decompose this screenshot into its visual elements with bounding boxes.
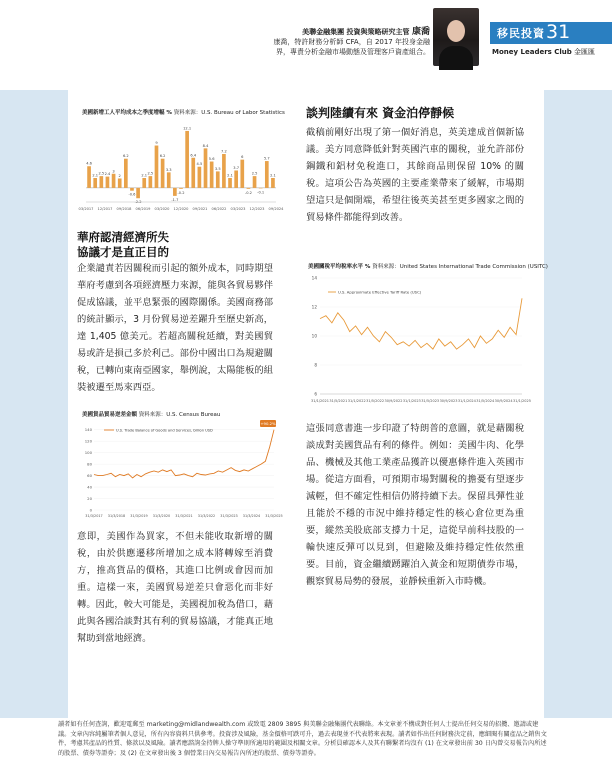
- chart3-x-tick-label: 31/1/2022: [347, 399, 366, 403]
- author-name: 康喬: [411, 27, 430, 37]
- chart1-data-label: -0.2: [177, 190, 185, 195]
- club-name: Money Leaders Club: [492, 48, 572, 56]
- chart1-data-label: 6.4: [190, 153, 197, 158]
- author-photo: [433, 8, 479, 66]
- chart2-y-tick-label: 40: [87, 484, 92, 490]
- chart3-x-tick-label: 31/1/2025: [513, 399, 531, 403]
- chart1-data-label: -0.6: [128, 192, 136, 197]
- chart1-data-label: 3: [112, 169, 115, 174]
- chart1-data-label: 12.1: [183, 126, 192, 131]
- chart3-x-tick-label: 31/5/2021: [329, 399, 348, 403]
- chart2-source: 資料來源：U.S. Census Bureau: [138, 412, 221, 418]
- author-body-shape: [439, 46, 473, 70]
- author-header: [240, 27, 430, 57]
- chart2-x-tick-label: 31/3/2023: [220, 514, 238, 518]
- chart2-x-tick-label: 31/3/2024: [242, 514, 261, 518]
- author-title: 美聯金融集團 投資與策略研究主管: [302, 28, 410, 36]
- chart-labor-cost: [78, 108, 285, 220]
- chart1-x-tick-label: 03/2020: [154, 207, 170, 211]
- chart3-x-tick-label: 31/5/2022: [366, 399, 385, 403]
- chart1-x-tick-label: 12/2023: [249, 207, 265, 211]
- chart2-y-tick-label: 120: [84, 438, 92, 444]
- author-face-shape: [447, 20, 465, 42]
- chart2-series-line: [94, 430, 274, 478]
- chart3-series-line: [320, 298, 522, 349]
- chart1-bar: [234, 170, 238, 187]
- chart1-data-label: 9: [155, 141, 158, 146]
- chart3-legend-label: U.S. Approximate Effective Tariff Rate (USC): [338, 289, 422, 295]
- chart1-bar: [149, 176, 153, 188]
- chart1-bar: [210, 162, 214, 188]
- disclaimer-footer: 讀者如有任何查詢，歡迎電郵至 marketing@midlandwealth.com 或致電 2809 3895 與美聯金融集團代表聯絡。本文章並不構成對任何人士提出任何交易的招攬、邀請或建議。文章內容純屬筆者個人意見，所有內容資料只供參考。投資涉及風險，基金價格可跌可升，過去表現並不代表將來表現。讀者如作出任何財務決定前，應細閱有關產品之銷售文件，考慮其產品的性質、條款以及風險。讀者應諮詢金持牌人操守準則所適用的範圍及相關文章。分析員確認本人及其有聯繫者均沒有 (1) 在文章發出前 30 日內曾交易報告內所述的股票、債券等證券；及 (2) 在文章發出後 3 個營業日內交易報告內所述的股票、債券等證券。: [58, 721, 547, 757]
- chart1-bar: [161, 159, 165, 188]
- chart2-y-tick-label: 20: [87, 495, 92, 501]
- chart1-bar: [228, 178, 232, 188]
- chart2-y-tick-label: 100: [84, 449, 92, 455]
- right-paragraph-1: 截稿前剛好出現了第一個好消息，英美達成首個新協議。美方同意降低針對英國汽車的關稅，並允許部份鋼鐵和鋁材免稅進口，其餘商品則保留 10% 的關稅。這項公告為英國的主要產業帶來了緩解，市場期望這只是個開端，希望往後英美甚至更多國家之間的貿易條件都能得到改善。: [306, 127, 524, 223]
- chart1-bar: [106, 177, 110, 188]
- chart1-data-label: 2.1: [270, 173, 276, 178]
- chart2-y-tick-label: 140: [84, 427, 92, 433]
- chart3-x-tick-label: 30/9/2024: [494, 399, 513, 403]
- chart1-bar: [130, 188, 134, 191]
- chart2-x-tick-label: 31/3/2017: [85, 514, 103, 518]
- chart2-x-tick-label: 31/3/2022: [197, 514, 216, 518]
- chart1-bar: [124, 159, 128, 188]
- chart2-x-tick-label: 31/3/2025: [265, 514, 283, 518]
- chart1-x-tick-label: 09/2024: [268, 207, 284, 211]
- page-number: 31: [546, 21, 571, 43]
- chart1-bar: [142, 178, 146, 188]
- chart1-data-label: 8.4: [202, 143, 209, 148]
- chart1-bar: [185, 131, 189, 188]
- chart1-x-tick-label: 12/2017: [97, 207, 113, 211]
- chart1-data-label: -0.1: [257, 190, 265, 195]
- chart3-x-tick-label: 30/9/2023: [439, 399, 458, 403]
- chart1-data-label: 5.6: [208, 157, 215, 162]
- chart1-x-tick-label: 12/2020: [173, 207, 189, 211]
- chart2-y-tick-label: 60: [87, 472, 92, 478]
- chart1-bar: [173, 188, 177, 196]
- chart1-data-label: -1.7: [171, 197, 179, 202]
- chart3-title-row: [308, 262, 548, 270]
- chart1-bar: [204, 148, 208, 188]
- section-label: 移民投資: [497, 27, 545, 40]
- chart1-data-label: 6: [241, 155, 244, 160]
- chart1-x-tick-label: 06/2019: [135, 207, 151, 211]
- chart3-x-tick-label: 31/1/2021: [311, 399, 329, 403]
- chart1-bar: [271, 178, 275, 188]
- chart2-svg: [80, 418, 283, 522]
- right-headline: 談判陸續有來 資金泊停靜候: [306, 106, 455, 120]
- chart3-y-tick-label: 14: [311, 275, 317, 281]
- chart1-data-label: 3.5: [214, 166, 221, 171]
- chart1-data-label: 2.1: [227, 173, 233, 178]
- author-bio-line2: 界，專責分析金融市場動態及管理客戶資產組合。: [276, 48, 430, 56]
- chart2-x-tick-label: 31/3/2020: [152, 514, 171, 518]
- chart1-bar: [136, 188, 140, 198]
- chart1-data-label: -2.2: [134, 200, 142, 205]
- chart1-x-tick-label: 09/2021: [192, 207, 208, 211]
- chart1-data-label: 5.7: [263, 156, 270, 161]
- chart-trade-deficit: [80, 410, 283, 522]
- chart1-bar: [155, 146, 159, 188]
- chart1-data-label: 2: [118, 173, 121, 178]
- chart1-data-label: 4.6: [86, 161, 92, 166]
- chart1-data-label: 7.2: [221, 149, 227, 154]
- chart1-data-label: 4.5: [196, 162, 203, 167]
- chart1-bar: [179, 188, 183, 189]
- author-title-line: [240, 27, 430, 37]
- chart1-data-label: 2.4: [104, 172, 111, 177]
- chart1-bar: [222, 154, 226, 188]
- chart3-y-tick-label: 10: [311, 333, 317, 339]
- section-badge: [490, 22, 612, 44]
- left-headline-line1: 華府認清經濟所失: [77, 230, 169, 244]
- chart2-y-tick-label: 0: [89, 507, 92, 513]
- right-margin-band: [544, 90, 612, 718]
- chart1-bar: [118, 178, 122, 187]
- chart1-bar: [265, 161, 269, 188]
- chart3-x-tick-label: 31/5/2024: [476, 399, 495, 403]
- chart1-bar: [93, 178, 97, 188]
- chart2-y-tick-label: 80: [87, 461, 92, 467]
- chart2-x-tick-label: 31/3/2019: [130, 514, 148, 518]
- chart2-x-tick-label: 31/3/2021: [175, 514, 193, 518]
- club-label: [492, 47, 595, 57]
- chart1-data-label: 3.3: [165, 167, 172, 172]
- chart1-data-label: 2.5: [147, 171, 154, 176]
- chart3-x-tick-label: 30/9/2022: [384, 399, 403, 403]
- chart1-x-tick-label: 09/2018: [116, 207, 132, 211]
- chart3-x-tick-label: 31/1/2024: [457, 399, 476, 403]
- chart3-y-tick-label: 12: [311, 304, 317, 310]
- chart3-x-tick-label: 31/5/2023: [421, 399, 440, 403]
- left-margin-band: [0, 90, 68, 718]
- chart1-x-tick-label: 03/2017: [78, 207, 94, 211]
- right-paragraph-2: 這張同意書進一步印證了特朗普的意圖，就是藉關稅談成對美國貨品有利的條件。例如：美國牛肉、化學品、機械及其他工業產品獲許以優惠條件進入英國市場。從這方面看，可預期市場對關稅的擔憂有望逐步減輕，但不確定性相信仍將持續下去。保留具彈性並且能於不穩的市況中維持穩定性的核心倉位更為重要，縱然美股底部支撐力十足，這從早前科技股的一輪快速反彈可以見到，但避險及維持穩定性依然重要。目前，資金繼續踴躍泊入黃金和短期債券市場，觀察貿易局勢的發展，並靜候重新入市時機。: [306, 423, 524, 587]
- chart1-data-label: 2.5: [98, 171, 105, 176]
- chart1-svg: [78, 116, 284, 220]
- chart1-data-label: 6.2: [159, 154, 166, 159]
- chart1-data-label: 2.1: [141, 173, 148, 178]
- chart1-data-label: 6.2: [122, 154, 129, 159]
- chart1-data-label: -0.2: [244, 190, 252, 195]
- chart1-bar: [112, 174, 116, 188]
- left-paragraph-2: 意即，美國作為買家，不但未能收取新增的關稅，由於供應遷移所增加之成本將轉嫁至消費方，推高貨品的價格，其進口比例或會因而加重。這樣一來，美國貿易逆差只會惡化而非好轉。因此，較大可能是，美國視加稅為借口，藉此與各國洽談對其有利的貿易協議，才能真正地幫助到當地經濟。: [77, 531, 273, 644]
- chart1-bar: [259, 188, 263, 189]
- chart-tariff-rate: [306, 262, 548, 412]
- chart1-bar: [167, 172, 171, 188]
- chart3-x-tick-label: 31/1/2023: [402, 399, 421, 403]
- chart2-x-tick-label: 31/3/2018: [107, 514, 126, 518]
- chart1-bar: [99, 176, 103, 188]
- chart1-bar: [216, 171, 220, 187]
- chart1-data-label: 3.7: [233, 165, 240, 170]
- chart1-title: 美國新增工人平均成本之季度增幅 %: [82, 110, 172, 116]
- chart2-annotation: +90.2%: [260, 420, 276, 426]
- chart3-y-tick-label: 6: [314, 391, 317, 397]
- chart1-x-tick-label: 06/2022: [211, 207, 227, 211]
- chart3-svg: [306, 270, 531, 410]
- chart1-bar: [191, 158, 195, 188]
- chart1-bar: [240, 160, 244, 188]
- left-paragraph-1: 企業譴責若因關稅而引起的額外成本，同時期望華府考慮到各項經濟壓力來源，能與各貿易夥伴促成協議，並平息緊張的國際關係。美國商務部的統計顯示，3 月份貿易逆差躍升至歷史新高，達 1,405 億美元。若超高關稅延續，對美國貿易或許是損己多於利己。部份中國出口為規避關稅，已轉向東南亞國家，舉例說，太陽能板的組裝被遷至馬來西亞。: [77, 263, 273, 393]
- chart1-source: 資料來源：U.S. Bureau of Labor Statistics: [173, 110, 285, 116]
- chart1-data-label: 2.1: [92, 173, 99, 178]
- chart1-bar: [198, 167, 202, 188]
- chart2-legend-label: U.S. Trade Balance of Goods and Services, billion USD: [116, 428, 213, 433]
- left-headline: [77, 230, 277, 260]
- chart1-bar: [253, 176, 257, 188]
- chart3-y-tick-label: 8: [314, 362, 317, 368]
- chart1-bar: [87, 166, 91, 188]
- chart2-title: 美國貨品貿易逆差金額: [82, 412, 138, 418]
- chart3-title: 美國關稅平均稅率水平 %: [308, 264, 371, 270]
- chart1-title-row: [82, 108, 285, 116]
- chart3-source: 資料來源：United States International Trade Commission (USITC): [372, 264, 548, 270]
- chart1-data-label: 2.5: [251, 171, 258, 176]
- left-headline-line2: 協議才是直正目的: [77, 245, 169, 259]
- club-cn: 金匯匯: [574, 48, 596, 56]
- chart1-x-tick-label: 03/2023: [230, 207, 246, 211]
- author-bio-line1: 康喬，特許財務分析師 CFA，自 2017 年投身金融: [273, 38, 430, 46]
- chart1-bar: [247, 188, 251, 189]
- chart2-title-row: [82, 410, 220, 418]
